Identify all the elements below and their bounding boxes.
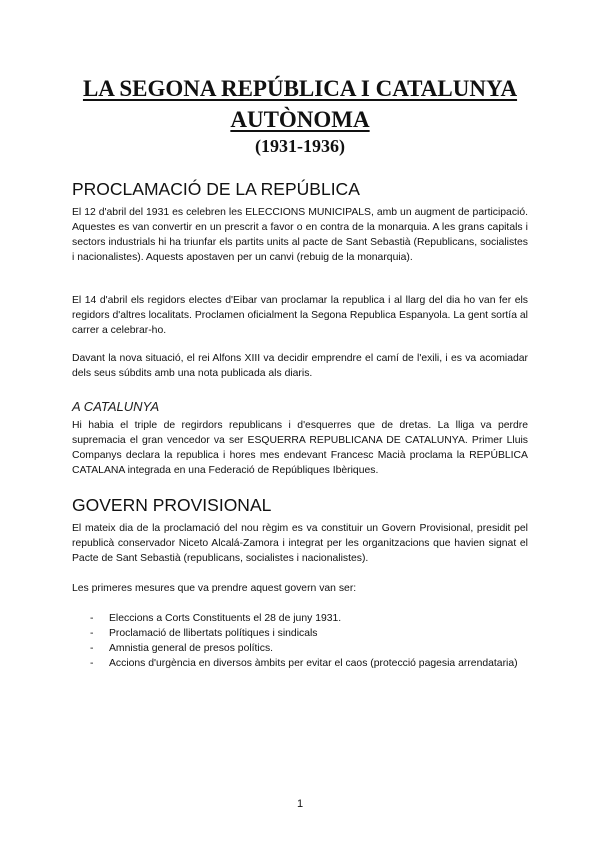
list-item bbox=[72, 626, 528, 641]
list-item-text: Proclamació de llibertats polítiques i sindicals bbox=[109, 628, 318, 639]
document-title-line1: LA SEGONA REPÚBLICA I CATALUNYA bbox=[82, 76, 518, 101]
page-number: 1 bbox=[296, 798, 304, 810]
bullet-dash: - bbox=[90, 628, 94, 639]
paragraph-eleccions-municipals: El 12 d'abril del 1931 es celebren les ELECCIONS MUNICIPALS, amb un augment de participació. Aquestes es van convertir en un prescrit a favor o en contra de la monarquia. A les grans capitals i sectors industrials hi ha triunfar els partits units al pacte de Sant Sebastià (Republicans, socialistes i nacionalistes). Aquests apostaven per un canvi (rebuig de la monarquia). bbox=[72, 207, 528, 263]
paragraph-govern-provisional: El mateix dia de la proclamació del nou règim es va constituir un Govern Provisional, presidit pel republicà conservador Niceto Alcalá-Zamora i integrat per les organitzacions que havien signat el Pacte de Sant Sebastià (republicans, socialistes i nacionalistes). bbox=[72, 523, 528, 564]
list-item bbox=[72, 611, 528, 626]
paragraph-primeres-mesures: Les primeres mesures que va prendre aquest govern van ser: bbox=[72, 583, 357, 594]
section-heading-proclamacio: PROCLAMACIÓ DE LA REPÚBLICA bbox=[72, 179, 360, 199]
list-item-text: Amnistia general de presos polítics. bbox=[109, 643, 274, 654]
paragraph-14-abril: El 14 d'abril els regidors electes d'Eibar van proclamar la republica i al llarg del dia ho van fer els regidors d'altres localitats. Proclamen oficialment la Segona Republica Espanyola. La gent sortía al carrer a celebrar-ho. bbox=[72, 295, 528, 336]
paragraph-catalunya: Hi habia el triple de regirdors republicans i d'esquerres que de dretas. La lliga va perdre supremacia el gran vencedor va ser ESQUERRA REPUBLICANA DE CATALUNYA. Primer Lluis Companys declara la republica i hores mes endevant Francesc Macià proclama la REPÚBLICA CATALANA integrada en una Federació de Repúbliques Ibèriques. bbox=[72, 420, 528, 476]
section-heading-govern-provisional: GOVERN PROVISIONAL bbox=[72, 495, 272, 515]
document-title-line2: AUTÒNOMA bbox=[230, 107, 370, 132]
subsection-heading-a-catalunya: A CATALUNYA bbox=[72, 399, 160, 414]
bullet-dash: - bbox=[90, 658, 94, 669]
list-item-text: Eleccions a Corts Constituents el 28 de juny 1931. bbox=[109, 613, 342, 624]
paragraph-alfons-xiii: Davant la nova situació, el rei Alfons XIII va decidir emprendre el camí de l'exili, i es va acomiadar dels seus súbdits amb una nota publicada als diaris. bbox=[72, 353, 528, 379]
list-item bbox=[72, 656, 528, 671]
list-item-text: Accions d'urgència en diversos àmbits per evitar el caos (protecció pagesia arrendataria) bbox=[109, 658, 518, 669]
document-subtitle-dates: (1931-1936) bbox=[255, 136, 345, 156]
measures-list bbox=[72, 611, 528, 671]
list-item bbox=[72, 641, 528, 656]
bullet-dash: - bbox=[90, 643, 94, 654]
bullet-dash: - bbox=[90, 613, 94, 624]
